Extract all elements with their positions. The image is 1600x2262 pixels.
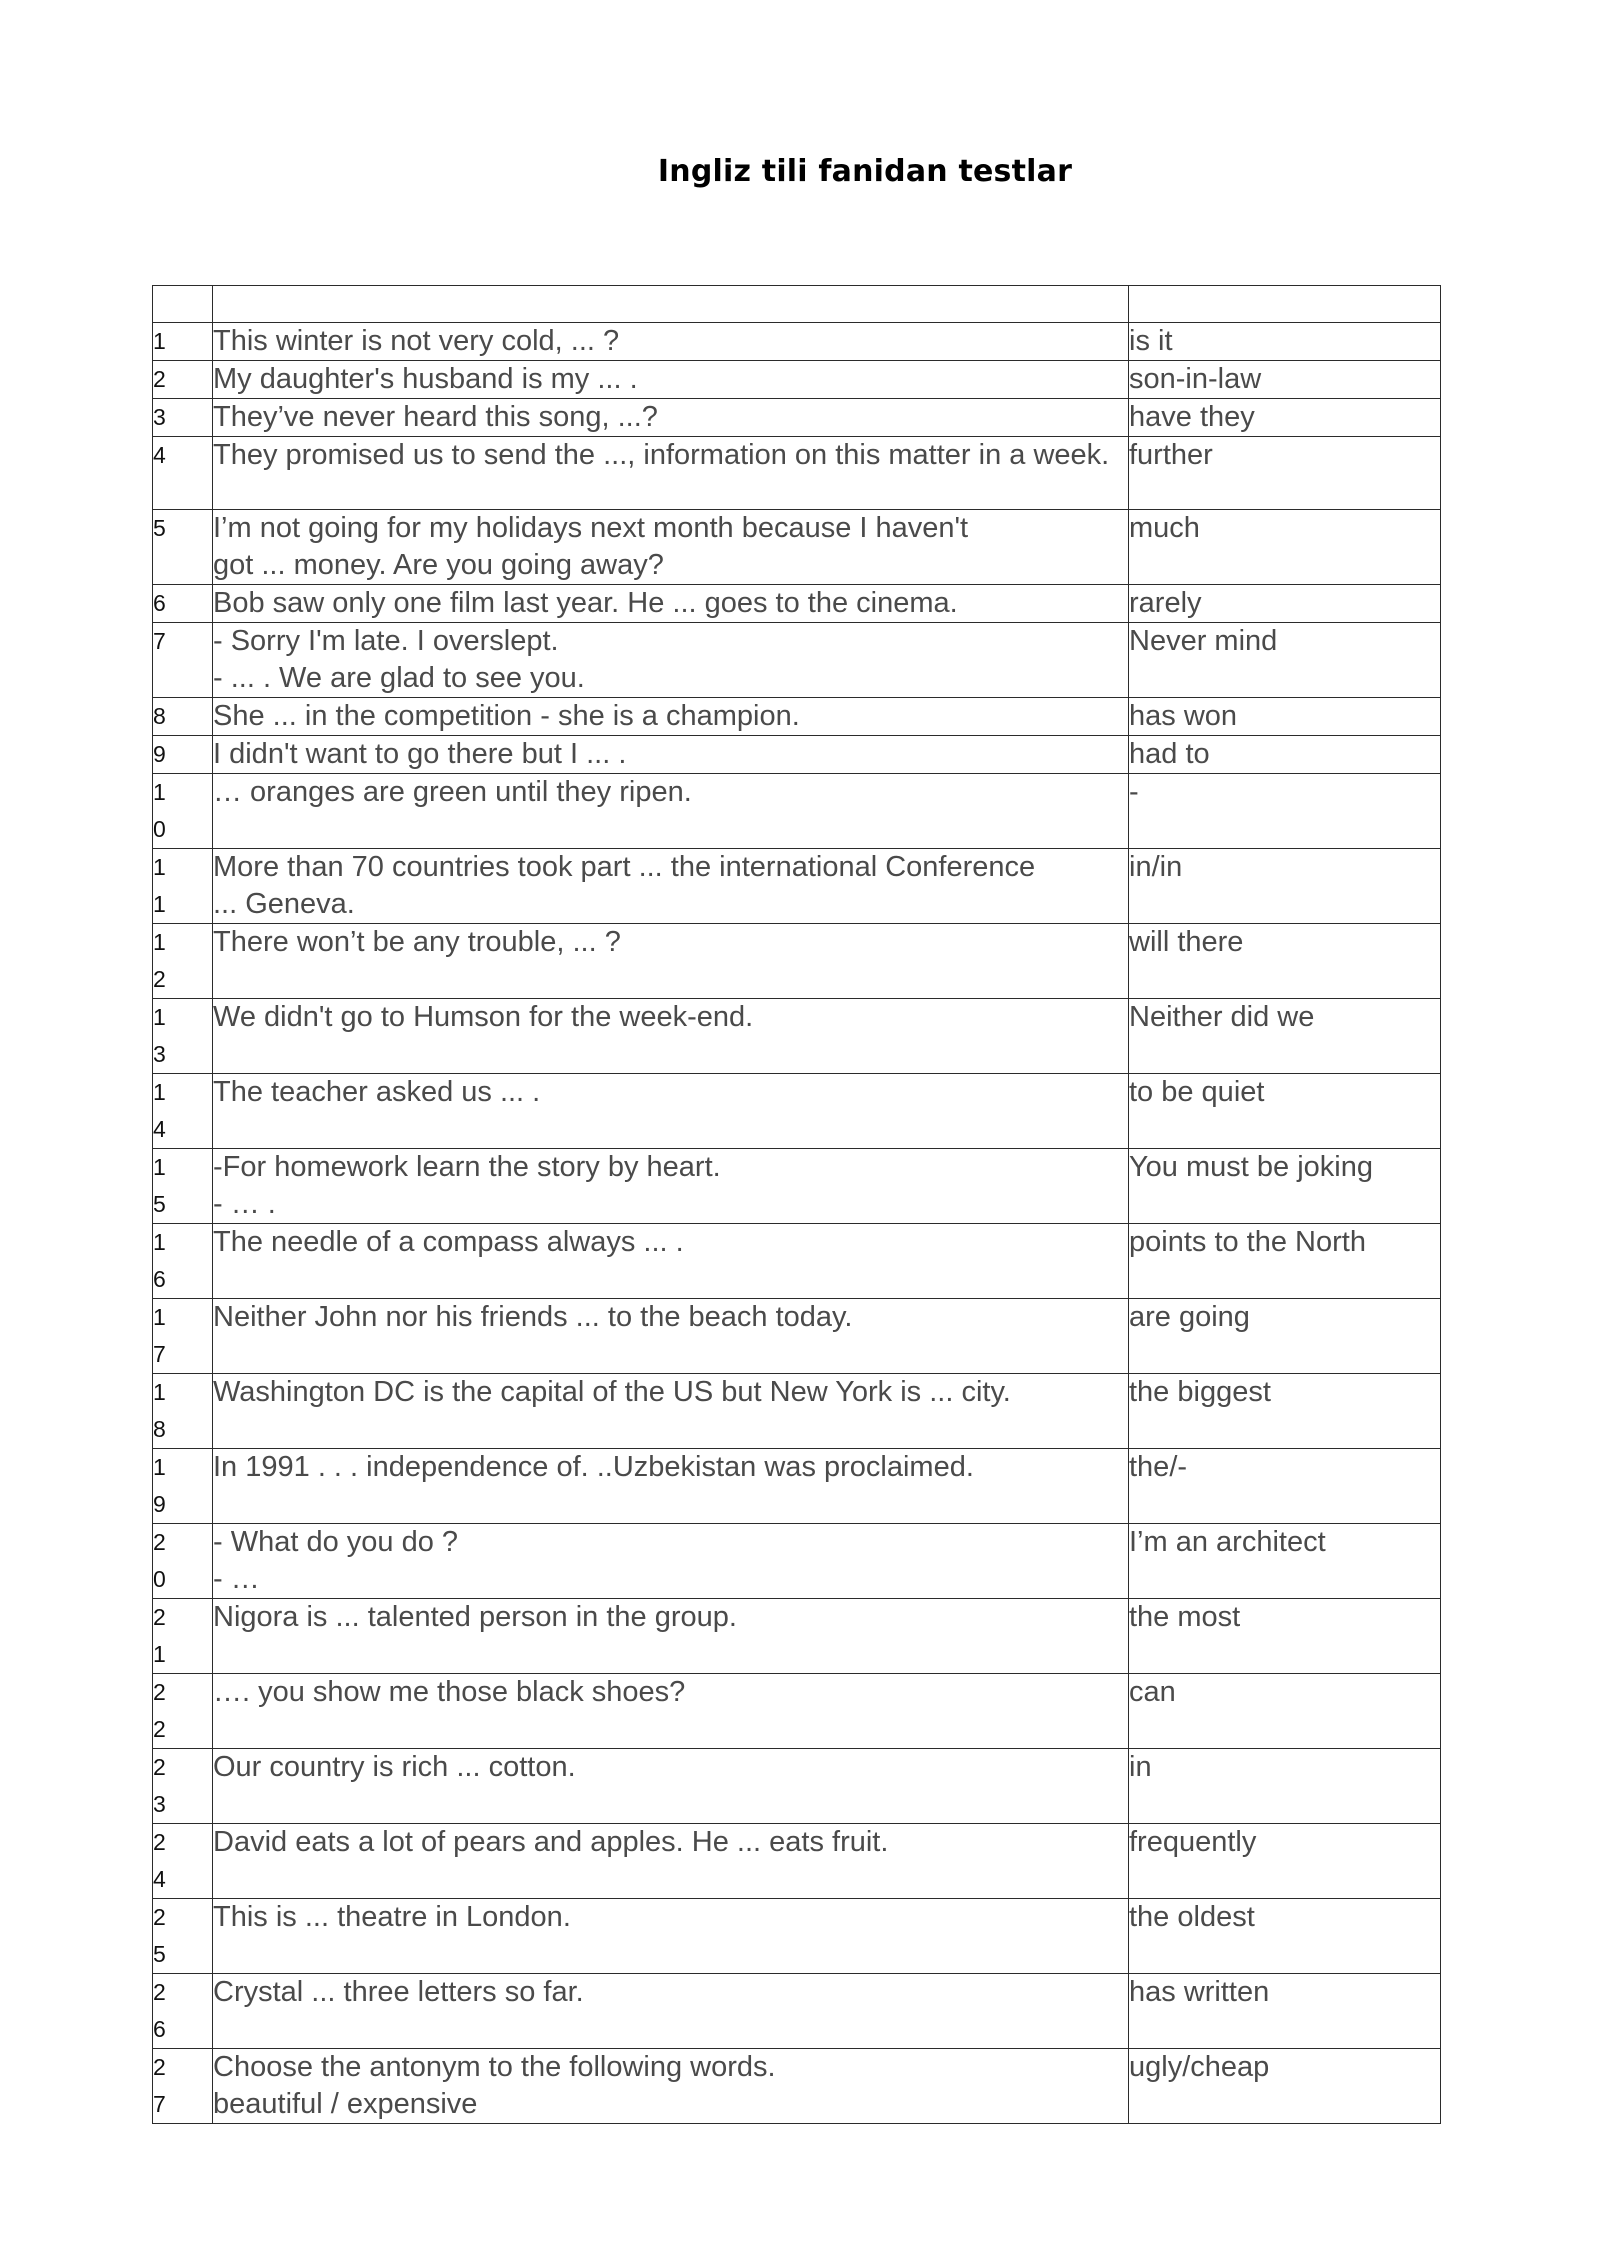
question-text [213, 698, 1129, 736]
question-number-text: 10 [153, 779, 166, 842]
table-row [153, 2049, 1441, 2124]
question-line: My daughter's husband is my ... . [213, 363, 638, 395]
question-number [153, 736, 213, 774]
question-number [153, 1374, 213, 1449]
table-row [153, 698, 1441, 736]
question-text [213, 1074, 1129, 1149]
question-text [213, 361, 1129, 399]
table-row [153, 1899, 1441, 1974]
question-number [153, 623, 213, 698]
answer-text: son-in-law [1129, 361, 1441, 399]
answer-text: is it [1129, 323, 1441, 361]
question-number-text: 24 [153, 1829, 166, 1892]
question-line: They promised us to send the ..., information on this matter in a week. [213, 439, 1110, 471]
question-number [153, 585, 213, 623]
question-text [213, 736, 1129, 774]
question-line: More than 70 countries took part ... the international Conference [213, 851, 1036, 883]
question-line: The teacher asked us ... . [213, 1076, 541, 1108]
table-row [153, 1749, 1441, 1824]
question-line: ... Geneva. [213, 888, 355, 920]
question-text [213, 1749, 1129, 1824]
question-number-text: 15 [153, 1154, 166, 1217]
question-text [213, 1824, 1129, 1899]
question-number [153, 437, 213, 510]
answer-text: has written [1129, 1974, 1441, 2049]
question-number-text: 27 [153, 2054, 166, 2117]
answer-text: had to [1129, 736, 1441, 774]
question-text [213, 323, 1129, 361]
question-number [153, 1674, 213, 1749]
question-number [153, 774, 213, 849]
answer-text: further [1129, 437, 1441, 510]
answer-text: in/in [1129, 849, 1441, 924]
question-number [153, 999, 213, 1074]
question-text [213, 1224, 1129, 1299]
question-line: - ... . We are glad to see you. [213, 662, 585, 694]
question-number [153, 1524, 213, 1599]
answer-text: are going [1129, 1299, 1441, 1374]
question-text [213, 849, 1129, 924]
question-number-text: 16 [153, 1229, 166, 1292]
question-number [153, 1899, 213, 1974]
question-text [213, 774, 1129, 849]
question-text [213, 399, 1129, 437]
table-row [153, 1599, 1441, 1674]
answer-text: points to the North [1129, 1224, 1441, 1299]
question-line: I’m not going for my holidays next month because I haven't [213, 512, 969, 544]
question-text [213, 924, 1129, 999]
answer-text: much [1129, 510, 1441, 585]
question-text [213, 1299, 1129, 1374]
question-number-text: 14 [153, 1079, 166, 1142]
answer-text: to be quiet [1129, 1074, 1441, 1149]
question-line: got ... money. Are you going away? [213, 549, 664, 581]
answer-text: has won [1129, 698, 1441, 736]
table-row [153, 1674, 1441, 1749]
question-number [153, 1449, 213, 1524]
question-line: This is ... theatre in London. [213, 1901, 571, 1933]
question-number-text: 20 [153, 1529, 166, 1592]
question-number-text: 12 [153, 929, 166, 992]
table-row [153, 1374, 1441, 1449]
question-line: - … . [213, 1188, 276, 1220]
question-number-text: 13 [153, 1004, 166, 1067]
question-line: -For homework learn the story by heart. [213, 1151, 721, 1183]
answer-text: - [1129, 774, 1441, 849]
question-number-text: 23 [153, 1754, 166, 1817]
question-number [153, 2049, 213, 2124]
header-cell-answer [1129, 286, 1441, 323]
question-number-text: 7 [153, 628, 166, 654]
question-line: Bob saw only one film last year. He ... goes to the cinema. [213, 587, 958, 619]
answer-text: will there [1129, 924, 1441, 999]
question-number [153, 1299, 213, 1374]
answer-text: have they [1129, 399, 1441, 437]
question-line: David eats a lot of pears and apples. He ... eats fruit. [213, 1826, 889, 1858]
question-line: She ... in the competition - she is a champion. [213, 700, 800, 732]
question-number-text: 26 [153, 1979, 166, 2042]
question-text [213, 585, 1129, 623]
question-number [153, 1974, 213, 2049]
question-line: In 1991 . . . independence of. ..Uzbekistan was proclaimed. [213, 1451, 974, 1483]
table-row [153, 437, 1441, 510]
table-row [153, 623, 1441, 698]
question-line: I didn't want to go there but I ... . [213, 738, 627, 770]
question-line: - Sorry I'm late. I overslept. [213, 625, 559, 657]
question-number-text: 6 [153, 590, 166, 616]
answer-text: the/- [1129, 1449, 1441, 1524]
question-number [153, 1824, 213, 1899]
table-row [153, 1224, 1441, 1299]
answer-text: the most [1129, 1599, 1441, 1674]
table-row [153, 1074, 1441, 1149]
table-row [153, 585, 1441, 623]
question-text [213, 1599, 1129, 1674]
answer-text: the oldest [1129, 1899, 1441, 1974]
question-line: … oranges are green until they ripen. [213, 776, 692, 808]
question-text [213, 437, 1129, 510]
question-text [213, 2049, 1129, 2124]
answer-text: the biggest [1129, 1374, 1441, 1449]
question-text [213, 1149, 1129, 1224]
question-line: Nigora is ... talented person in the group. [213, 1601, 737, 1633]
question-number [153, 1074, 213, 1149]
question-line: The needle of a compass always ... . [213, 1226, 684, 1258]
question-line: We didn't go to Humson for the week-end. [213, 1001, 754, 1033]
table-row [153, 1524, 1441, 1599]
table-row [153, 924, 1441, 999]
answer-text: in [1129, 1749, 1441, 1824]
question-text [213, 999, 1129, 1074]
question-line: Neither John nor his friends ... to the beach today. [213, 1301, 853, 1333]
table-header-row [153, 286, 1441, 323]
question-number-text: 25 [153, 1904, 166, 1967]
answer-text: can [1129, 1674, 1441, 1749]
question-number [153, 698, 213, 736]
table-row [153, 1149, 1441, 1224]
question-line: …. you show me those black shoes? [213, 1676, 686, 1708]
question-text [213, 623, 1129, 698]
question-number-text: 1 [153, 328, 166, 354]
table-row [153, 361, 1441, 399]
question-text [213, 1449, 1129, 1524]
question-text [213, 510, 1129, 585]
table-row [153, 1974, 1441, 2049]
question-line: Choose the antonym to the following words. [213, 2051, 776, 2083]
table-row [153, 323, 1441, 361]
answer-text: Neither did we [1129, 999, 1441, 1074]
question-line: beautiful / expensive [213, 2088, 478, 2120]
answer-text: I’m an architect [1129, 1524, 1441, 1599]
page-title: Ingliz tili fanidan testlar [657, 154, 1073, 189]
table-row [153, 399, 1441, 437]
question-number [153, 399, 213, 437]
question-line: Washington DC is the capital of the US but New York is ... city. [213, 1376, 1011, 1408]
question-number-text: 19 [153, 1454, 166, 1517]
question-number [153, 510, 213, 585]
question-number-text: 4 [153, 442, 166, 468]
answer-text: ugly/cheap [1129, 2049, 1441, 2124]
question-text [213, 1374, 1129, 1449]
question-number-text: 21 [153, 1604, 166, 1667]
question-number-text: 11 [153, 854, 166, 917]
question-text [213, 1899, 1129, 1974]
answer-text: You must be joking [1129, 1149, 1441, 1224]
question-line: Our country is rich ... cotton. [213, 1751, 576, 1783]
question-text [213, 1974, 1129, 2049]
table-row [153, 736, 1441, 774]
answer-text: frequently [1129, 1824, 1441, 1899]
question-number [153, 924, 213, 999]
answer-text: rarely [1129, 585, 1441, 623]
table-row [153, 1299, 1441, 1374]
question-number-text: 3 [153, 404, 166, 430]
question-number-text: 2 [153, 366, 166, 392]
answer-text: Never mind [1129, 623, 1441, 698]
question-text [213, 1524, 1129, 1599]
question-line: - … [213, 1563, 260, 1595]
question-number-text: 8 [153, 703, 166, 729]
table-row [153, 849, 1441, 924]
table-row [153, 1824, 1441, 1899]
question-number-text: 22 [153, 1679, 166, 1742]
question-number [153, 1224, 213, 1299]
question-text [213, 1674, 1129, 1749]
question-line: - What do you do ? [213, 1526, 459, 1558]
tests-table [152, 285, 1441, 2124]
question-number [153, 1599, 213, 1674]
table-row [153, 510, 1441, 585]
header-cell-question [213, 286, 1129, 323]
question-number-text: 18 [153, 1379, 166, 1442]
table-row [153, 999, 1441, 1074]
question-number [153, 849, 213, 924]
question-number [153, 1149, 213, 1224]
question-number-text: 9 [153, 741, 166, 767]
question-line: They’ve never heard this song, ...? [213, 401, 658, 433]
table-row [153, 1449, 1441, 1524]
table-row [153, 774, 1441, 849]
question-number [153, 361, 213, 399]
question-number [153, 323, 213, 361]
question-number-text: 5 [153, 515, 166, 541]
question-line: Crystal ... three letters so far. [213, 1976, 584, 2008]
question-number-text: 17 [153, 1304, 166, 1367]
question-number [153, 1749, 213, 1824]
question-line: There won’t be any trouble, ... ? [213, 926, 621, 958]
question-line: This winter is not very cold, ... ? [213, 325, 620, 357]
header-cell-number [153, 286, 213, 323]
